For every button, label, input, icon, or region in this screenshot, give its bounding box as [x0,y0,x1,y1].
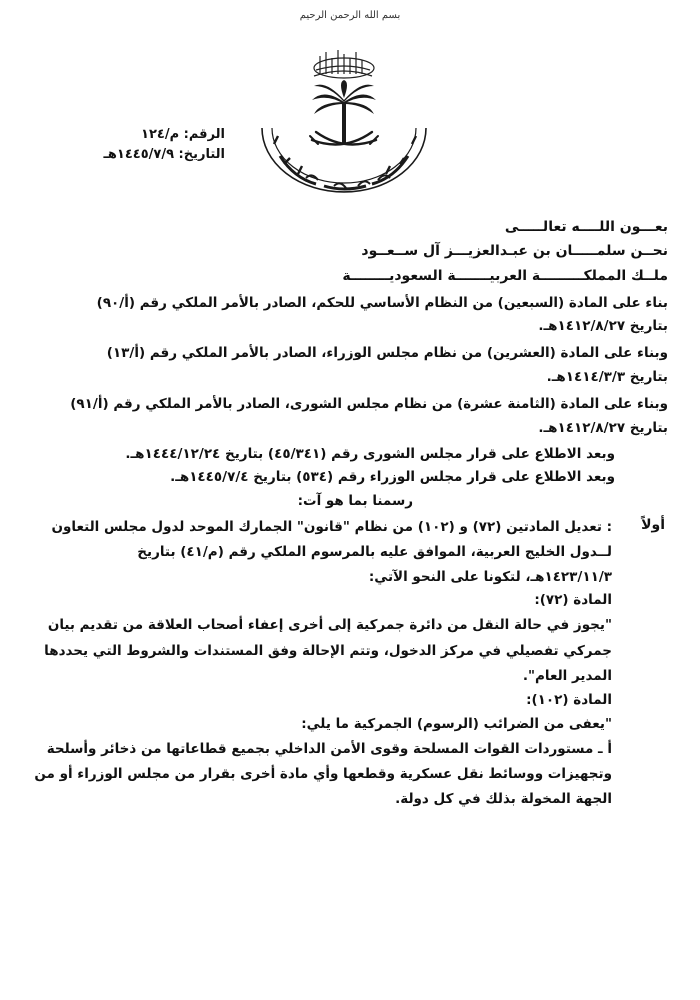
whereas-3-line-1: وبناء على المادة (الثامنة عشرة) من نظام مجلس الشورى، الصادر بالأمر الملكي رقم (أ/٩١) [70,396,668,412]
first-line-2: لــدول الخليج العربية، الموافق عليه بالمرسوم الملكي رقم (م/٤١) بتاريخ [137,544,612,560]
article-72-line-3: المدير العام". [522,668,612,684]
preamble-line-2: نحــن سلمـــــان بن عبـدالعزيـــز آل ســعــود [361,243,668,259]
whereas-2-line-2: بتاريخ ١٤١٤/٣/٣هـ. [546,369,668,385]
article-72-line-2: جمركي تفصيلي في مركز الدخول، وتتم الإحالة وفق المستندات والشروط التي يحددها [44,643,612,659]
basmala: بسم الله الرحمن الرحيم [299,10,401,21]
article-72-title: المادة (٧٢): [534,592,612,608]
reference-number: الرقم: م/١٢٤ [141,127,225,142]
article-102-title: المادة (١٠٢): [526,692,612,708]
first-line-1: : تعديل المادتين (٧٢) و (١٠٢) من نظام "قانون" الجمارك الموحد لدول مجلس التعاون [51,519,612,535]
first-label: أولاً [641,517,665,533]
reference-date: التاريخ: ١٤٤٥/٧/٩هـ [103,147,225,162]
preamble-line-3: ملــك المملكـــــــــة العربيـــــــة السعوديــــــــة [342,268,668,284]
whereas-3-line-2: بتاريخ ١٤١٢/٨/٢٧هـ. [538,420,668,436]
article-102-line-1: "يعفى من الضرائب (الرسوم) الجمركية ما يلي: [301,716,612,732]
whereas-1-line-1: بناء على المادة (السبعين) من النظام الأساسي للحكم، الصادر بالأمر الملكي رقم (أ/٩٠) [96,295,668,311]
article-102-line-3: وتجهيزات ووسائط نقل عسكرية وقطعها وأي مادة أخرى بقرار من مجلس الوزراء أو من [34,766,612,782]
article-102-line-4: الجهة المخولة بذلك في كل دولة. [395,791,612,807]
review-shura: وبعد الاطلاع على قرار مجلس الشورى رقم (٤٥/٣٤١) بتاريخ ١٤٤٤/١٢/٢٤هـ. [125,446,615,462]
whereas-2-line-1: وبناء على المادة (العشرين) من نظام مجلس الوزراء، الصادر بالأمر الملكي رقم (أ/١٣) [106,345,668,361]
preamble-line-1: بعـــون اللــــه تعالـــــى [504,219,668,235]
article-102-line-2: أ ـ مستوردات القوات المسلحة وقوى الأمن الداخلي بجميع قطاعاتها من ذخائر وأسلحة [46,741,612,757]
review-ministers: وبعد الاطلاع على قرار مجلس الوزراء رقم (٥٣٤) بتاريخ ١٤٤٥/٧/٤هـ. [170,469,615,485]
decree-statement: رسمنا بما هو آت: [297,493,413,509]
article-72-line-1: "يجوز في حالة النقل من دائرة جمركية إلى أخرى إعفاء أصحاب العلاقة من تقديم بيان [47,617,612,633]
saudi-emblem-icon [254,36,434,206]
whereas-1-line-2: بتاريخ ١٤١٢/٨/٢٧هـ. [538,318,668,334]
shahada-calligraphy-icon [314,50,374,78]
first-line-3: ١٤٢٣/١١/٣هـ، لتكونا على النحو الآتي: [368,569,612,585]
